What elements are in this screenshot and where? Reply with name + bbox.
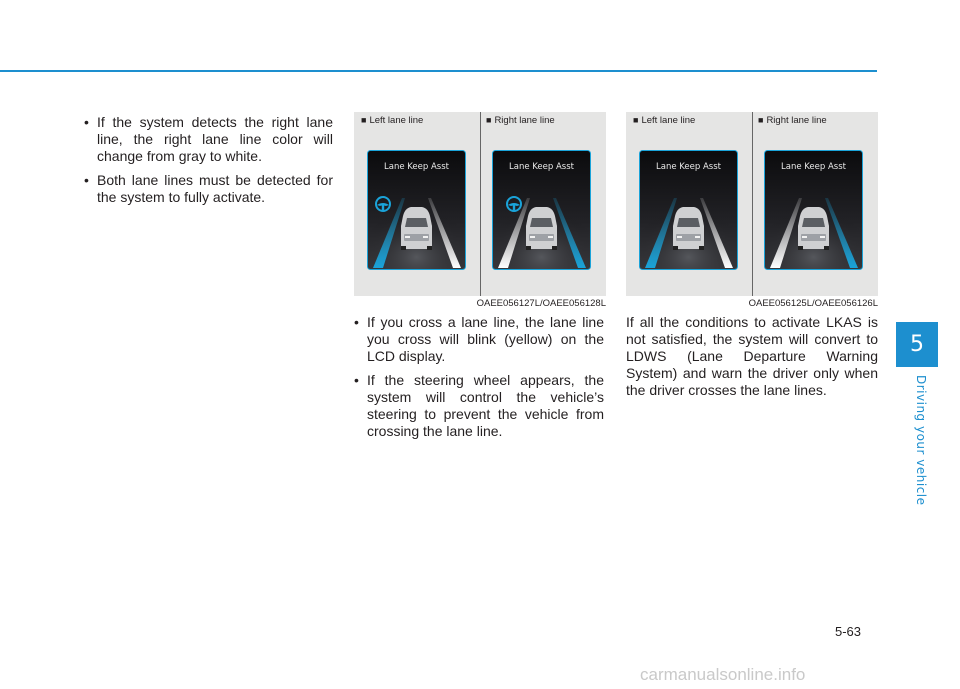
watermark-link[interactable]: carmanualsonline.info: [640, 665, 806, 684]
lkas-ldws-paragraph: If all the conditions to activate LKAS is not satisfied, the system will convert to LDWS (Lane Departure Warning System) and warn the driver only when the driver crosses the lane lines.: [626, 314, 878, 398]
caption-left-text: Left lane line: [369, 115, 424, 126]
square-marker-icon: ■: [633, 115, 639, 125]
caption-right-lane: [486, 115, 555, 126]
figure-lane-departure: [626, 112, 878, 310]
screen-title: Lane Keep Asst: [384, 162, 449, 172]
cluster-screen-left: [367, 150, 466, 270]
caption-right-text: Right lane line: [766, 115, 827, 126]
chapter-tab[interactable]: 5: [896, 322, 938, 367]
cluster-screen-left: [639, 150, 738, 270]
caption-left-lane: [361, 115, 423, 126]
column1-bullet-list: [82, 114, 333, 213]
caption-left-text: Left lane line: [641, 115, 696, 126]
bullet-item: • Both lane lines must be detected for the system to fully activate.: [82, 172, 333, 206]
car-icon: [798, 207, 829, 250]
square-marker-icon: ■: [361, 115, 367, 125]
screen-title: Lane Keep Asst: [509, 162, 574, 172]
figure-code: OAEE056125L/OAEE056126L: [748, 298, 878, 309]
column2-bullet-list: [352, 314, 604, 447]
car-icon: [401, 207, 432, 250]
caption-left-lane: [633, 115, 695, 126]
bullet-item: • If the steering wheel appears, the system will control the vehicle’s steering to prevent the vehicle from crossing the lane line.: [352, 372, 604, 440]
square-marker-icon: ■: [758, 115, 764, 125]
cluster-screen-right: [492, 150, 591, 270]
figure-code: OAEE056127L/OAEE056128L: [476, 298, 606, 309]
car-icon: [526, 207, 557, 250]
caption-right-lane: [758, 115, 827, 126]
caption-right-text: Right lane line: [494, 115, 555, 126]
car-icon: [673, 207, 704, 250]
bullet-item: • If you cross a lane line, the lane line you cross will blink (yellow) on the LCD display.: [352, 314, 604, 365]
page-number: 5-63: [835, 624, 862, 639]
cluster-screen-right: [764, 150, 863, 270]
screen-title: Lane Keep Asst: [656, 162, 721, 172]
screen-title: Lane Keep Asst: [781, 162, 846, 172]
bullet-item: • If the system detects the right lane line, the right lane line color will change from gray to white.: [82, 114, 333, 165]
header-rule: [0, 70, 877, 72]
square-marker-icon: ■: [486, 115, 492, 125]
figure-divider: [480, 112, 481, 296]
figure-lane-keep-steering: [354, 112, 606, 310]
chapter-title: Driving your vehicle: [914, 375, 928, 506]
figure-divider: [752, 112, 753, 296]
